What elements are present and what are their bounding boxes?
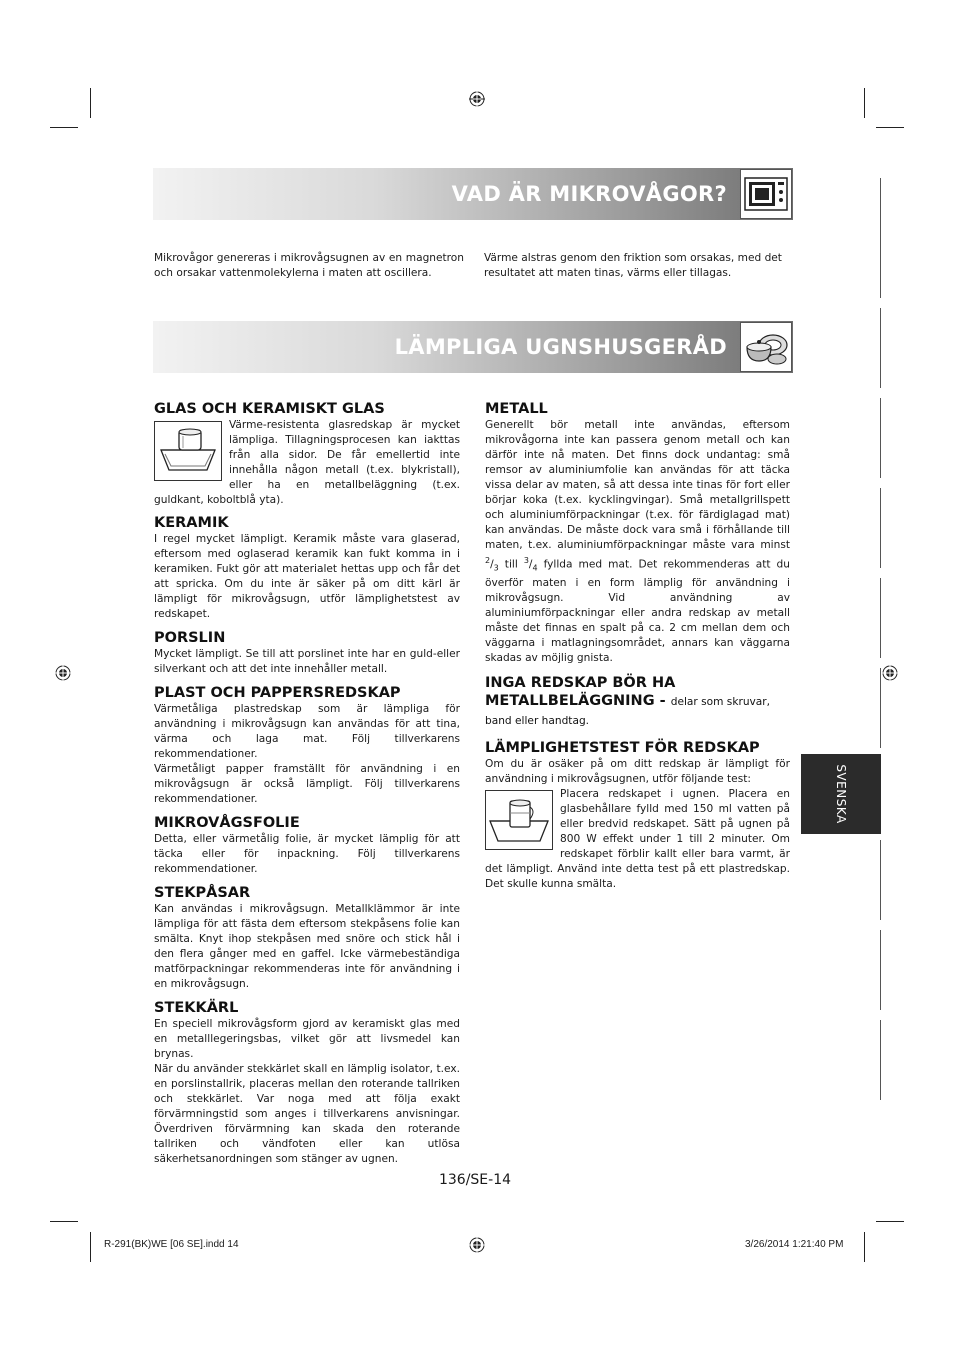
intro-left: [154, 251, 464, 281]
edge-line: [880, 488, 881, 568]
text-porcelain: Mycket lämpligt. Se till att porslinet inte har en guld-eller silverkant och att det inte innehåller metall.: [154, 648, 460, 675]
text-test-2: Placera redskapet i ugnen. Placera en glasbehållare fylld med 150 ml vatten på eller bredvid redskapet. Sätt på ugnen på 800 W effekt under 1 till 2 minuter. Om redskapet förblir kallt eller bara varmt, är det lämpligt. Använd inte detta test på ett plastredskap. Det skulle kunna smälta.: [485, 787, 790, 890]
text-metal-b: fyllda med mat. Det rekommenderas att du överför maten i en form lämplig för användning i mikrovågsugn. Vid användning av aluminiumförpackningar eller andra redskap av metall måste det finnas en spalt på ca. 2 cm mellan dem och väggarna i matlagningsområdet, annars kan väggarna skadas av möjlig gnista.: [485, 558, 790, 664]
heading-suitability-test: LÄMPLIGHETSTEST FÖR REDSKAP: [485, 739, 760, 756]
text-browning-dish-1: En speciell mikrovågsform gjord av keramiskt glas med en metalllegeringsbas, vilket gör att livsmedel kan brynas.: [154, 1018, 460, 1060]
heading-foil: MIKROVÅGSFOLIE: [154, 815, 300, 831]
text-no-metal-trim: delar som skruvar, band eller handtag.: [485, 695, 771, 727]
crop-mark: [90, 1232, 91, 1262]
crop-mark: [864, 1232, 865, 1262]
fraction-numerator: 3: [523, 556, 529, 565]
crop-mark: [876, 1221, 904, 1222]
registration-mark-icon: [469, 1237, 485, 1253]
heading-no-metal-trim-label: INGA REDSKAP BÖR HA METALLBELÄGGNING -: [485, 674, 676, 709]
intro-left-text: Mikrovågor genereras i mikrovågsugnen av en magnetron och orsakar vattenmolekylerna i maten att oscillera.: [154, 252, 464, 279]
cookware-icon: [740, 322, 792, 372]
glass-dish-icon: [154, 421, 222, 481]
text-plastic-2: Värmetåligt papper framställt för användning i en mikrovågsugn är också lämpligt. Följ tillverkarens rekommendationer.: [154, 763, 460, 805]
text-foil: Detta, eller värmetålig folie, är mycket lämplig för att täcka eller för inpackning. Följ tillverkarens rekommendationer.: [154, 833, 460, 875]
section-title: LÄMPLIGA UGNSHUSGERÅD: [394, 335, 727, 359]
registration-mark-icon: [882, 665, 898, 681]
heading-ceramic: KERAMIK: [154, 515, 229, 531]
language-tab: [801, 754, 881, 834]
edge-line: [880, 398, 881, 478]
edge-line: [880, 1020, 881, 1100]
heading-roasting-bags: STEKPÅSAR: [154, 885, 251, 901]
intro-right: [484, 251, 791, 281]
section-banner-microwaves: [153, 168, 793, 220]
text-roasting-bags: Kan användas i mikrovågsugn. Metallklämmor är inte lämpliga för att fästa dem eftersom stekpåsens folie kan smälta. Knyt ihop stekpåsen med snöre och stick hål i den flera gånger med en gaffel. Icke värmebeständiga matförpackningar rekommenderas inte för användning i en mikrovågsugn.: [154, 903, 460, 990]
crop-mark: [864, 88, 865, 118]
text-metal: Generellt bör metall inte användas, eftersom mikrovågorna inte kan passera genom metall och kan därför inte nå maten. Det finns dock undantag: små remsor av aluminiumfolie kan användas för att täcka vissa delar av maten, så att dessa inte tinas för fort eller börjar koka (t.ex. kycklingvingar). Små metallgrillspett och aluminiumförpackningar (t.ex. för färdiglagad mat) kan användas. De måste dock vara små i förhållande till maten, t.ex. aluminiumförpackningar måste vara minst $^2/_3$ till $^3/_4$ fyllda med mat. Det rekommenderas att du överför maten i en form lämplig för användning i mikrovågsugn. Vid användning av aluminiumförpackningar eller andra redskap av metall måste det finnas en spalt på ca. 2 cm mellan dem och väggarna i matlagningsområdet, annars kan väggarna skadas av möjlig gnista.: [485, 419, 790, 664]
page-number: 136/SE-14: [438, 1172, 512, 1188]
text-plastic-1: Värmetåliga plastredskap som är lämpliga för användning i mikrovågsugn kan användas för att tina, värma och laga mat. Följ tillverkarens rekommendationer.: [154, 703, 460, 760]
section-title: VAD ÄR MIKROVÅGOR?: [451, 182, 727, 206]
test-dish-icon: [485, 790, 553, 850]
intro-right-text: Värme alstras genom den friktion som orsakas, med det resultatet att maten tinas, värms eller tillagas.: [484, 252, 782, 279]
text-glass: Värme-resistenta glasredskap är mycket lämpliga. Tillagningsprocesen kan iakttas från alla sidor. De får emellertid inte innehålla någon metall (t.ex. blykristall), eller ha en metallbeläggning (t.ex. guldkant, koboltblå yta).: [154, 419, 460, 506]
edge-line: [880, 308, 881, 388]
footer-date: 3/26/2014 1:21:40 PM: [745, 1239, 844, 1250]
edge-line: [880, 178, 881, 298]
footer-file: R-291(BK)WE [06 SE].indd 14: [104, 1239, 239, 1250]
crop-mark: [90, 88, 91, 118]
edge-line: [880, 668, 881, 748]
right-column: [485, 400, 790, 892]
fraction-denominator: 4: [532, 563, 538, 573]
crop-mark: [50, 127, 78, 128]
text-metal-a: Generellt bör metall inte användas, eftersom mikrovågorna inte kan passera genom metall och kan därför inte nå maten. Det finns dock undantag: små remsor av aluminiumfolie kan användas för att täcka vissa delar av maten, så att dessa inte tinas för fort eller börjar koka (t.ex. kycklingvingar). Små metallgrillspett och aluminiumförpackningar (t.ex. för färdiglagad mat) kan användas. De måste dock vara små i förhållande till maten, t.ex. aluminiumförpackningar måste vara minst: [485, 419, 790, 551]
text-browning-dish-2: När du använder stekkärlet skall en lämplig isolator, t.ex. en porslinstallrik, placeras mellan den roterande tallriken och stekkärlet. Var noga med att följa exakt förvärmningstid som anges i tillverkarens anvisningar. Överdriven förvärmning kan skada den roterande tallriken och vändfoten eller kan utlösa säkerhetsanordningen som stänger av ugnen.: [154, 1063, 460, 1165]
heading-porcelain: PORSLIN: [154, 630, 226, 646]
fraction-denominator: 3: [493, 563, 499, 573]
language-tab-label: SVENSKA: [834, 764, 848, 824]
fraction-numerator: 2: [485, 556, 491, 565]
heading-no-metal-trim: [485, 674, 790, 730]
text-test-1: Om du är osäker på om ditt redskap är lämpligt för användning i mikrovågsugnen, utför följande test:: [485, 757, 790, 785]
heading-plastic-paper: PLAST OCH PAPPERSREDSKAP: [154, 685, 401, 701]
heading-glass: GLAS OCH KERAMISKT GLAS: [154, 401, 385, 417]
edge-line: [880, 578, 881, 658]
left-column: [154, 400, 460, 1167]
edge-line: [880, 840, 881, 920]
edge-line: [880, 930, 881, 1010]
microwave-icon: [740, 169, 792, 219]
crop-mark: [876, 127, 904, 128]
text-ceramic: I regel mycket lämpligt. Keramik måste vara glaserad, eftersom med oglaserad keramik kan fukt komma in i keramiken. Fukt gör att materialet hettas upp och får det att spricka. Om du inte är säker på om ditt kärl är lämpligt för mikrovågsugn, utför lämplighetstest av redskapet.: [154, 533, 460, 620]
crop-mark: [50, 1221, 78, 1222]
registration-mark-icon: [55, 665, 71, 681]
text-metal-till: till: [504, 558, 518, 571]
heading-browning-dish: STEKKÄRL: [154, 1000, 239, 1016]
section-banner-cookware: [153, 321, 793, 373]
heading-metal: METALL: [485, 401, 548, 417]
registration-mark-icon: [469, 91, 485, 107]
